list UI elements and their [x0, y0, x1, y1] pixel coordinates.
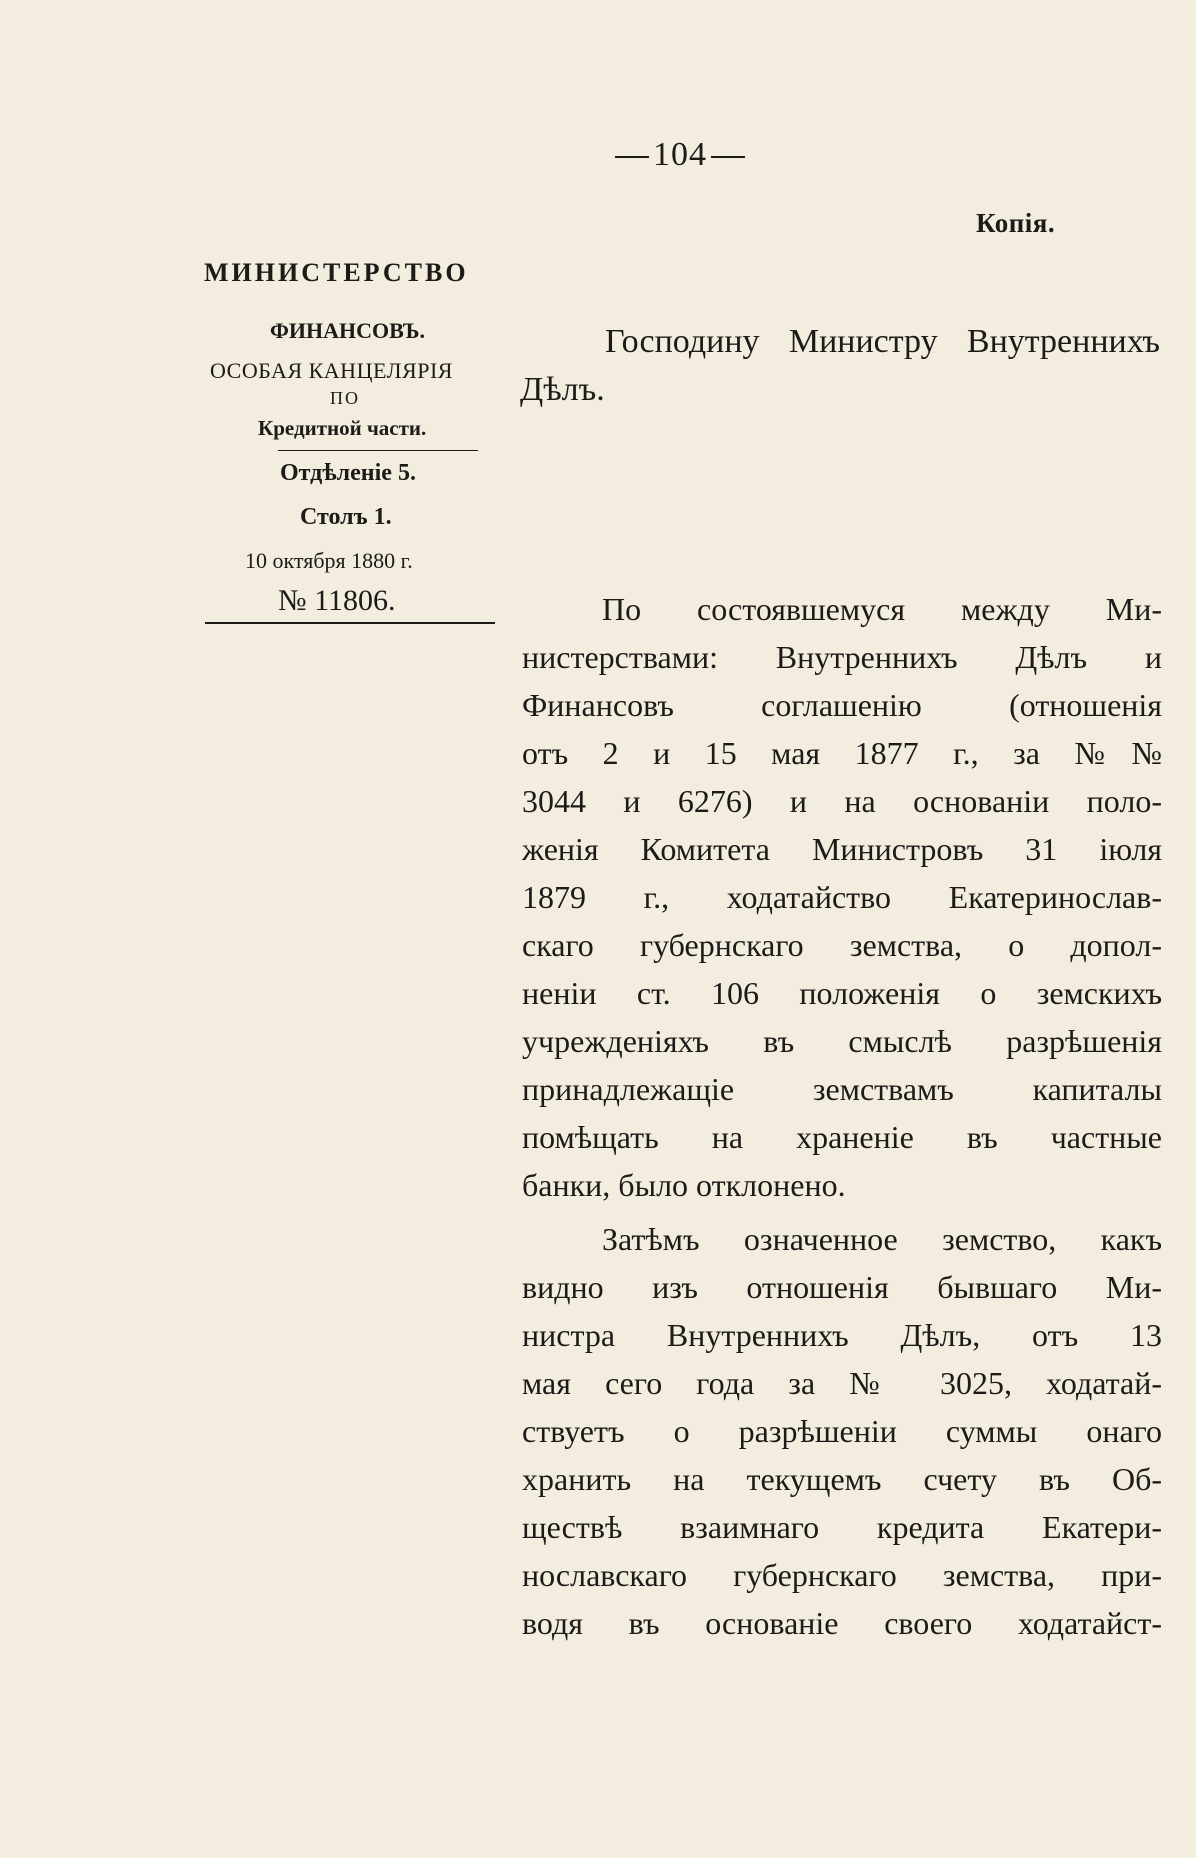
sender-table: Столъ 1.	[300, 504, 392, 530]
body-line: ствуетъ о разрѣшеніи суммы онаго	[522, 1413, 1162, 1449]
body-line: ществѣ взаимнаго кредита Екатери-	[522, 1509, 1162, 1545]
sender-ministry: МИНИСТЕРСТВО	[204, 258, 469, 287]
number-underline	[205, 622, 495, 624]
letter-body	[522, 585, 1162, 1647]
body-line: нистра Внутреннихъ Дѣлъ, отъ 13	[522, 1317, 1162, 1353]
sender-date: 10 октября 1880 г.	[245, 548, 413, 573]
body-line: женія Комитета Министровъ 31 іюля	[522, 831, 1162, 867]
sender-credit-part: Кредитной части.	[258, 416, 427, 440]
body-line: Затѣмъ означенное земство, какъ	[602, 1221, 1162, 1257]
sender-department: Отдѣленіе 5.	[280, 460, 416, 486]
body-line: учрежденіяхъ въ смыслѣ разрѣшенія	[522, 1023, 1162, 1059]
body-line: нистерствами: Внутреннихъ Дѣлъ и	[522, 639, 1162, 675]
body-line: неніи ст. 106 положенія о земскихъ	[522, 975, 1162, 1011]
sender-divider	[278, 450, 478, 451]
body-line: мая сего года за № 3025, ходатай-	[522, 1365, 1162, 1401]
body-line: отъ 2 и 15 мая 1877 г., за №№	[522, 735, 1162, 771]
sender-chancery: ОСОБАЯ КАНЦЕЛЯРІЯ	[210, 358, 453, 383]
body-line: хранить на текущемъ счету въ Об-	[522, 1461, 1162, 1497]
body-line: нославскаго губернскаго земства, при-	[522, 1557, 1162, 1593]
sender-finances: ФИНАНСОВЪ.	[270, 318, 425, 343]
sender-number: № 11806.	[278, 584, 396, 617]
body-line: видно изъ отношенія бывшаго Ми-	[522, 1269, 1162, 1305]
page-number: 104	[600, 136, 760, 174]
body-line: принадлежащіе земствамъ капиталы	[522, 1071, 1162, 1107]
body-line: По состоявшемуся между Ми-	[602, 591, 1162, 627]
body-line: водя въ основаніе своего ходатайст-	[522, 1605, 1162, 1641]
body-line: помѣщать на храненіе въ частные	[522, 1119, 1162, 1155]
body-line: 1879 г., ходатайство Екатеринослав-	[522, 879, 1162, 915]
body-line: 3044 и 6276) и на основаніи поло-	[522, 783, 1162, 819]
copy-mark: Копія.	[976, 208, 1056, 238]
addressee: Господину Министру Внутреннихъ Дѣлъ.	[520, 323, 1160, 408]
body-line: скаго губернскаго земства, о допол-	[522, 927, 1162, 963]
body-line: банки, было отклонено.	[522, 1167, 846, 1203]
sender-po: ПО	[330, 388, 360, 408]
body-line: Финансовъ соглашенію (отношенія	[522, 687, 1162, 723]
